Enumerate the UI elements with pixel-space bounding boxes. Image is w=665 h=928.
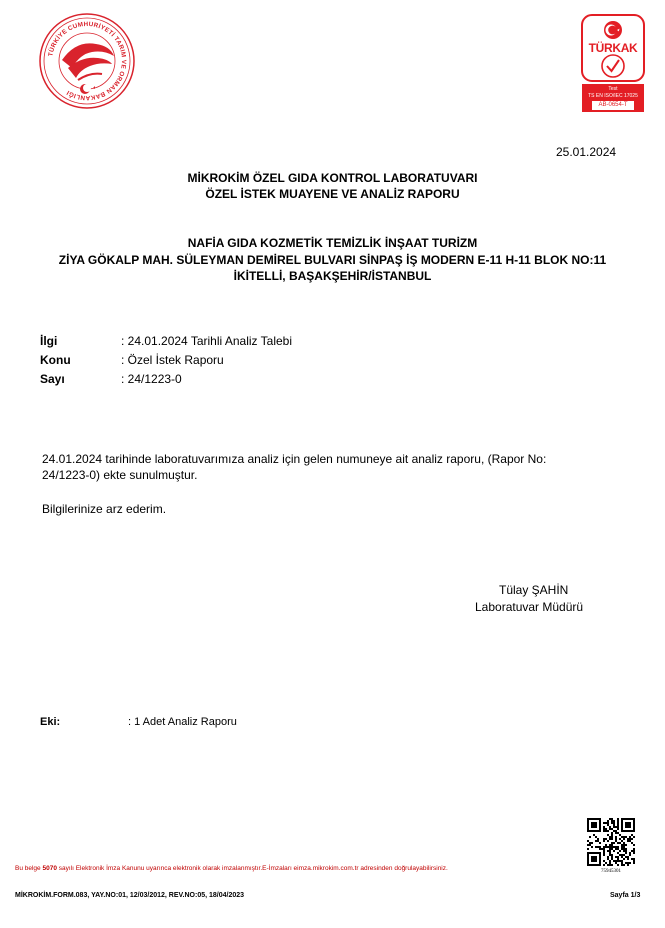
e-signature-notice — [15, 865, 448, 872]
form-code: MİKROKİM.FORM.083, YAY.NO:01, 12/03/2012, REV.NO:05, 18/04/2023 — [15, 892, 245, 899]
attachment-label: Eki: — [40, 716, 61, 728]
body-paragraph-line2: 24/1223-0) ekte sunulmuştur. — [42, 468, 198, 482]
notice-law-number: 5070 — [42, 865, 57, 872]
field-value-sayi: : 24/1223-0 — [121, 372, 182, 386]
recipient-name: NAFİA GIDA KOZMETİK TEMİZLİK İNŞAAT TURİZM — [187, 236, 478, 250]
verification-qr-code — [587, 818, 635, 866]
field-label-sayi: Sayı — [40, 372, 65, 386]
seal-ring-text: TÜRKİYE CUMHURİYETİ TARIM VE ORMAN BAKANLIĞI — [47, 20, 128, 102]
closing-line: Bilgilerinize arz ederim. — [42, 502, 167, 516]
turkak-test-label: Test — [608, 86, 618, 92]
body-paragraph-line1: 24.01.2024 tarihinde laboratuvarımıza analiz için gelen numuneye ait analiz raporu, (Rapor No: — [42, 452, 547, 466]
qr-number: 75945301 — [601, 869, 621, 874]
turkak-standard: TS EN ISO/IEC 17025 — [588, 93, 638, 99]
document-date: 25.01.2024 — [556, 145, 617, 159]
signatory-title: Laboratuvar Müdürü — [475, 600, 584, 614]
field-value-ilgi: : 24.01.2024 Tarihli Analiz Talebi — [121, 334, 293, 348]
report-type: ÖZEL İSTEK MUAYENE VE ANALİZ RAPORU — [205, 187, 460, 201]
signatory-name: Tülay ŞAHİN — [499, 583, 569, 597]
notice-rest: sayılı Elektronik İmza Kanunu uyarınca elektronik olarak imzalanmıştır.E-İmzaları eimza.mikrokim.com.tr adresinden doğrulayabilirsiniz. — [56, 865, 448, 872]
turkak-accreditation-mark — [580, 14, 646, 113]
attachment-value: : 1 Adet Analiz Raporu — [128, 716, 237, 728]
turkak-brand: TÜRKAK — [588, 41, 638, 55]
notice-prefix: Bu belge — [15, 865, 43, 872]
field-value-konu: : Özel İstek Raporu — [121, 353, 224, 367]
lab-name: MİKROKİM ÖZEL GIDA KONTROL LABORATUVARI — [187, 171, 478, 185]
recipient-city: İKİTELLİ, BAŞAKŞEHİR/İSTANBUL — [233, 269, 432, 283]
field-label-konu: Konu — [40, 353, 71, 367]
page-number: Sayfa 1/3 — [610, 892, 641, 899]
ministry-seal — [38, 12, 136, 110]
recipient-address: ZİYA GÖKALP MAH. SÜLEYMAN DEMİREL BULVARI SİNPAŞ İŞ MODERN E-11 H-11 BLOK NO:11 — [58, 253, 607, 267]
field-label-ilgi: İlgi — [40, 334, 58, 348]
turkak-code: AB-0654-T — [592, 101, 634, 110]
